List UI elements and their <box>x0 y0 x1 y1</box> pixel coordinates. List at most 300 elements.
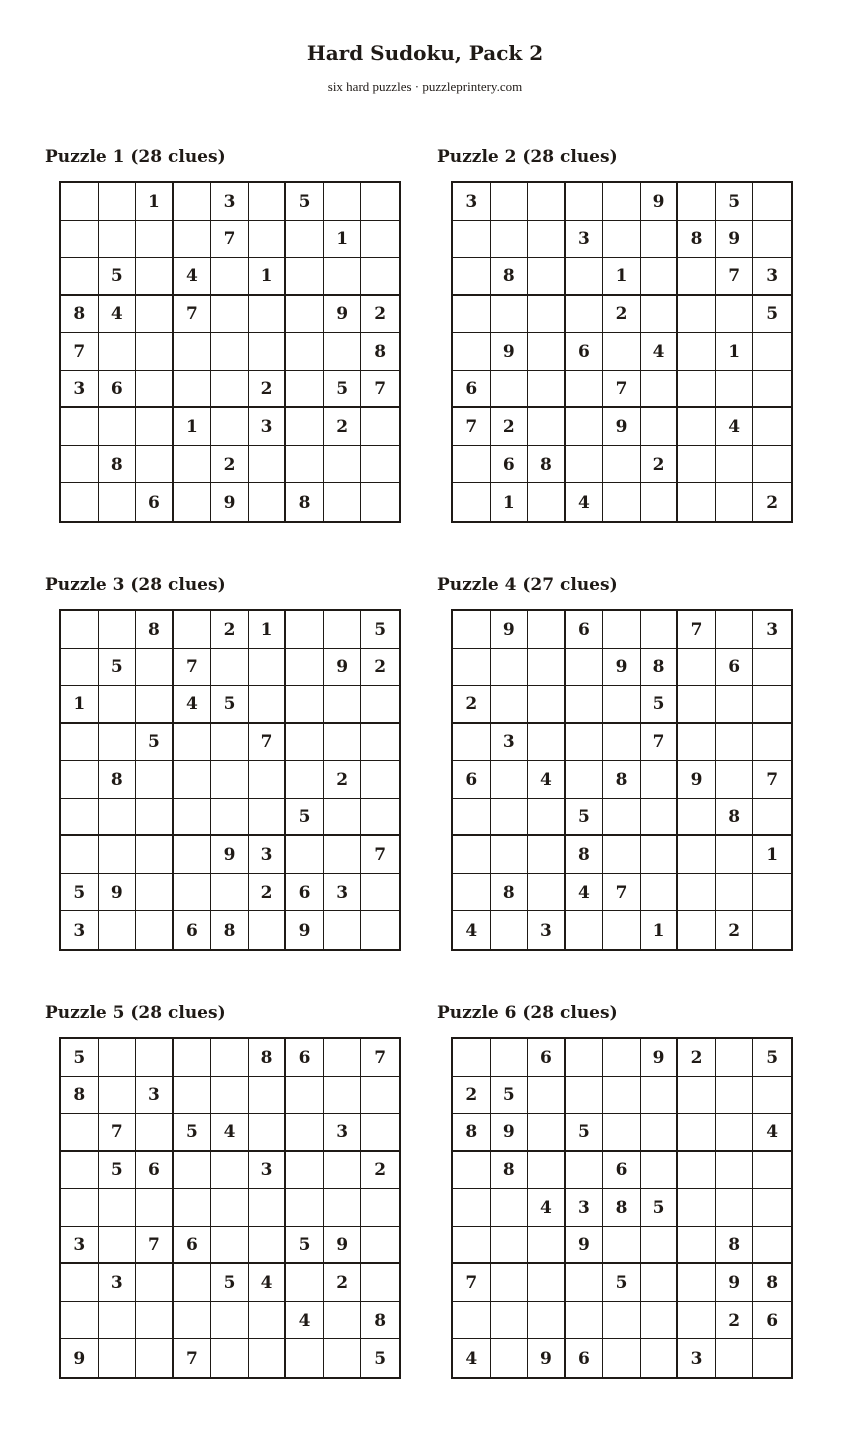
sudoku-cell <box>286 371 324 409</box>
sudoku-cell <box>641 258 679 296</box>
sudoku-cell <box>678 333 716 371</box>
sudoku-cell <box>641 1339 679 1377</box>
sudoku-cell <box>286 446 324 484</box>
sudoku-cell: 2 <box>491 408 529 446</box>
sudoku-cell <box>361 686 399 724</box>
sudoku-cell <box>174 836 212 874</box>
sudoku-cell: 9 <box>99 874 137 912</box>
sudoku-cell: 5 <box>99 649 137 687</box>
sudoku-cell <box>99 836 137 874</box>
sudoku-cell <box>174 446 212 484</box>
sudoku-cell <box>136 1302 174 1340</box>
sudoku-cell <box>324 1189 362 1227</box>
sudoku-cell <box>753 649 791 687</box>
sudoku-cell: 5 <box>286 183 324 221</box>
sudoku-cell <box>453 611 491 649</box>
sudoku-cell <box>491 296 529 334</box>
sudoku-cell <box>678 724 716 762</box>
sudoku-cell <box>491 371 529 409</box>
sudoku-cell <box>211 333 249 371</box>
sudoku-cell: 7 <box>753 761 791 799</box>
sudoku-cell: 7 <box>641 724 679 762</box>
sudoku-cell <box>324 686 362 724</box>
sudoku-cell: 4 <box>453 911 491 949</box>
sudoku-cell <box>249 1339 287 1377</box>
sudoku-cell <box>453 836 491 874</box>
sudoku-cell <box>211 761 249 799</box>
sudoku-cell <box>603 724 641 762</box>
sudoku-cell <box>361 221 399 259</box>
sudoku-cell: 9 <box>61 1339 99 1377</box>
sudoku-cell <box>361 1264 399 1302</box>
sudoku-cell: 4 <box>249 1264 287 1302</box>
sudoku-cell <box>136 1039 174 1077</box>
sudoku-cell <box>249 183 287 221</box>
sudoku-cell <box>61 221 99 259</box>
sudoku-cell: 3 <box>753 611 791 649</box>
sudoku-cell: 6 <box>566 333 604 371</box>
sudoku-cell <box>528 1264 566 1302</box>
sudoku-cell <box>99 221 137 259</box>
sudoku-cell <box>641 1264 679 1302</box>
sudoku-cell <box>491 1227 529 1265</box>
sudoku-cell <box>361 1077 399 1115</box>
sudoku-cell: 9 <box>641 183 679 221</box>
sudoku-cell <box>716 611 754 649</box>
sudoku-cell: 2 <box>716 911 754 949</box>
puzzle-4 <box>437 574 797 941</box>
sudoku-cell <box>286 1264 324 1302</box>
sudoku-cell <box>678 1302 716 1340</box>
sudoku-cell <box>99 333 137 371</box>
sudoku-cell <box>603 1077 641 1115</box>
sudoku-cell <box>566 1264 604 1302</box>
sudoku-cell <box>528 408 566 446</box>
sudoku-cell: 8 <box>453 1114 491 1152</box>
sudoku-cell <box>491 1189 529 1227</box>
sudoku-cell <box>211 1077 249 1115</box>
sudoku-cell <box>566 1302 604 1340</box>
sudoku-cell <box>641 296 679 334</box>
sudoku-cell: 7 <box>136 1227 174 1265</box>
sudoku-cell <box>603 686 641 724</box>
sudoku-cell <box>61 483 99 521</box>
sudoku-cell <box>566 183 604 221</box>
puzzle-6 <box>437 1002 797 1369</box>
sudoku-cell: 3 <box>249 1152 287 1190</box>
sudoku-cell <box>361 1114 399 1152</box>
sudoku-cell <box>324 446 362 484</box>
sudoku-cell: 6 <box>453 761 491 799</box>
sudoku-cell <box>136 1189 174 1227</box>
sudoku-cell <box>174 1077 212 1115</box>
sudoku-cell: 7 <box>174 296 212 334</box>
sudoku-cell <box>249 1077 287 1115</box>
sudoku-cell <box>566 408 604 446</box>
sudoku-cell <box>61 446 99 484</box>
sudoku-cell <box>61 611 99 649</box>
sudoku-cell <box>136 296 174 334</box>
sudoku-cell: 4 <box>528 1189 566 1227</box>
sudoku-cell <box>603 1039 641 1077</box>
puzzle-title: Puzzle 3 (28 clues) <box>45 575 226 595</box>
sudoku-cell: 7 <box>174 1339 212 1377</box>
sudoku-cell <box>61 1152 99 1190</box>
sudoku-cell <box>249 1189 287 1227</box>
sudoku-cell <box>678 1114 716 1152</box>
sudoku-cell <box>528 333 566 371</box>
sudoku-cell <box>716 1152 754 1190</box>
sudoku-cell: 4 <box>753 1114 791 1152</box>
sudoku-cell <box>528 221 566 259</box>
sudoku-cell <box>566 686 604 724</box>
sudoku-cell <box>249 799 287 837</box>
sudoku-cell <box>453 1227 491 1265</box>
sudoku-cell: 6 <box>174 911 212 949</box>
sudoku-cell <box>286 1339 324 1377</box>
sudoku-cell <box>641 799 679 837</box>
sudoku-cell <box>324 611 362 649</box>
sudoku-cell <box>453 649 491 687</box>
sudoku-cell <box>174 221 212 259</box>
sudoku-cell: 3 <box>61 371 99 409</box>
sudoku-cell <box>286 1114 324 1152</box>
sudoku-cell <box>99 408 137 446</box>
sudoku-cell <box>136 911 174 949</box>
sudoku-cell <box>716 874 754 912</box>
sudoku-cell: 8 <box>286 483 324 521</box>
sudoku-cell: 1 <box>753 836 791 874</box>
sudoku-cell: 2 <box>324 408 362 446</box>
sudoku-cell: 2 <box>716 1302 754 1340</box>
sudoku-cell <box>753 183 791 221</box>
sudoku-cell <box>174 1264 212 1302</box>
sudoku-cell: 9 <box>324 1227 362 1265</box>
sudoku-cell: 5 <box>491 1077 529 1115</box>
sudoku-cell <box>61 649 99 687</box>
sudoku-grid <box>59 609 401 951</box>
sudoku-cell <box>361 183 399 221</box>
sudoku-cell: 5 <box>374 1348 387 1369</box>
sudoku-cell <box>528 258 566 296</box>
sudoku-cell <box>361 446 399 484</box>
sudoku-cell: 2 <box>641 446 679 484</box>
sudoku-cell: 8 <box>99 446 137 484</box>
sudoku-cell <box>211 408 249 446</box>
puzzle-title: Puzzle 2 (28 clues) <box>437 147 618 167</box>
sudoku-cell: 9 <box>566 1227 604 1265</box>
sudoku-cell: 9 <box>528 1339 566 1377</box>
sudoku-cell <box>641 1152 679 1190</box>
sudoku-cell <box>678 836 716 874</box>
sudoku-cell <box>61 408 99 446</box>
sudoku-cell: 4 <box>716 408 754 446</box>
sudoku-cell <box>491 911 529 949</box>
sudoku-cell <box>753 333 791 371</box>
sudoku-cell <box>528 874 566 912</box>
sudoku-cell <box>99 1302 137 1340</box>
sudoku-cell <box>99 724 137 762</box>
sudoku-cell <box>641 371 679 409</box>
sudoku-cell: 7 <box>211 221 249 259</box>
sudoku-cell: 5 <box>211 1264 249 1302</box>
sudoku-cell: 9 <box>491 1114 529 1152</box>
sudoku-cell <box>678 371 716 409</box>
sudoku-cell: 7 <box>603 874 641 912</box>
sudoku-grid <box>59 181 401 523</box>
sudoku-grid <box>451 181 793 523</box>
sudoku-cell: 1 <box>603 258 641 296</box>
sudoku-cell <box>61 1189 99 1227</box>
sudoku-cell <box>136 408 174 446</box>
sudoku-cell <box>753 874 791 912</box>
sudoku-cell <box>491 649 529 687</box>
sudoku-cell: 9 <box>324 649 362 687</box>
sudoku-cell <box>566 1077 604 1115</box>
sudoku-cell <box>528 836 566 874</box>
sudoku-cell: 9 <box>603 649 641 687</box>
sudoku-cell: 6 <box>136 1152 174 1190</box>
sudoku-cell <box>603 221 641 259</box>
sudoku-cell: 3 <box>249 836 287 874</box>
sudoku-cell: 7 <box>603 371 641 409</box>
sudoku-cell: 2 <box>324 761 362 799</box>
sudoku-cell <box>491 1302 529 1340</box>
sudoku-cell: 5 <box>136 724 174 762</box>
sudoku-cell <box>491 686 529 724</box>
sudoku-cell: 9 <box>324 296 362 334</box>
sudoku-cell <box>753 408 791 446</box>
sudoku-cell: 3 <box>324 1114 362 1152</box>
sudoku-cell <box>566 1152 604 1190</box>
sudoku-cell <box>716 1077 754 1115</box>
sudoku-cell: 5 <box>753 1039 791 1077</box>
sudoku-cell <box>566 371 604 409</box>
sudoku-cell <box>528 183 566 221</box>
sudoku-cell <box>603 183 641 221</box>
sudoku-cell <box>136 874 174 912</box>
sudoku-cell: 2 <box>361 1152 399 1190</box>
puzzle-title: Puzzle 6 (28 clues) <box>437 1003 618 1023</box>
sudoku-cell: 2 <box>453 686 491 724</box>
sudoku-cell <box>99 686 137 724</box>
sudoku-cell <box>716 1189 754 1227</box>
sudoku-cell: 5 <box>286 1227 324 1265</box>
sudoku-cell: 7 <box>361 1039 399 1077</box>
sudoku-cell: 8 <box>528 446 566 484</box>
sudoku-cell <box>211 1339 249 1377</box>
sudoku-cell <box>211 649 249 687</box>
sudoku-cell: 2 <box>766 492 779 513</box>
sudoku-cell <box>324 258 362 296</box>
sudoku-cell: 3 <box>61 1227 99 1265</box>
sudoku-cell <box>603 446 641 484</box>
sudoku-cell: 3 <box>136 1077 174 1115</box>
puzzle-title: Puzzle 5 (28 clues) <box>45 1003 226 1023</box>
puzzle-1 <box>45 146 405 513</box>
sudoku-cell: 7 <box>249 724 287 762</box>
sudoku-cell <box>603 1302 641 1340</box>
sudoku-cell <box>753 371 791 409</box>
sudoku-cell <box>136 686 174 724</box>
sudoku-cell <box>286 333 324 371</box>
sudoku-cell: 1 <box>249 611 287 649</box>
sudoku-cell <box>753 446 791 484</box>
sudoku-cell <box>361 483 399 521</box>
sudoku-cell <box>211 258 249 296</box>
sudoku-cell <box>491 221 529 259</box>
sudoku-cell <box>678 1227 716 1265</box>
sudoku-cell <box>174 611 212 649</box>
sudoku-cell <box>603 1339 641 1377</box>
sudoku-cell: 4 <box>99 296 137 334</box>
sudoku-cell <box>753 799 791 837</box>
sudoku-cell <box>716 1339 754 1377</box>
sudoku-cell <box>678 483 716 521</box>
sudoku-cell <box>678 649 716 687</box>
sudoku-cell <box>528 649 566 687</box>
sudoku-cell <box>566 724 604 762</box>
sudoku-cell: 6 <box>136 483 174 521</box>
sudoku-cell: 8 <box>99 761 137 799</box>
sudoku-cell <box>99 1227 137 1265</box>
sudoku-cell <box>453 1302 491 1340</box>
sudoku-cell <box>249 911 287 949</box>
sudoku-cell <box>528 483 566 521</box>
sudoku-cell <box>528 1152 566 1190</box>
sudoku-cell <box>61 1114 99 1152</box>
sudoku-cell <box>528 799 566 837</box>
sudoku-cell <box>136 1339 174 1377</box>
sudoku-cell <box>361 258 399 296</box>
sudoku-cell <box>99 911 137 949</box>
puzzle-3 <box>45 574 405 941</box>
sudoku-cell: 8 <box>641 649 679 687</box>
sudoku-cell: 1 <box>61 686 99 724</box>
sudoku-cell: 8 <box>491 874 529 912</box>
sudoku-cell <box>678 1189 716 1227</box>
sudoku-cell: 8 <box>61 296 99 334</box>
sudoku-cell <box>491 183 529 221</box>
sudoku-cell <box>453 874 491 912</box>
sudoku-cell <box>361 408 399 446</box>
sudoku-cell <box>286 761 324 799</box>
sudoku-cell <box>453 221 491 259</box>
sudoku-cell <box>678 686 716 724</box>
sudoku-cell: 4 <box>566 874 604 912</box>
sudoku-cell: 2 <box>324 1264 362 1302</box>
sudoku-cell: 8 <box>491 258 529 296</box>
sudoku-cell <box>491 836 529 874</box>
sudoku-cell: 6 <box>716 649 754 687</box>
sudoku-cell <box>753 1077 791 1115</box>
sudoku-cell: 2 <box>603 296 641 334</box>
sudoku-cell <box>136 258 174 296</box>
sudoku-cell: 5 <box>211 686 249 724</box>
sudoku-cell <box>641 611 679 649</box>
sudoku-cell: 2 <box>249 371 287 409</box>
sudoku-cell <box>286 724 324 762</box>
sudoku-cell <box>528 296 566 334</box>
sudoku-cell: 4 <box>641 333 679 371</box>
sudoku-cell: 2 <box>211 611 249 649</box>
sudoku-cell: 7 <box>678 611 716 649</box>
sudoku-cell: 5 <box>603 1264 641 1302</box>
sudoku-cell: 3 <box>211 183 249 221</box>
sudoku-cell <box>361 874 399 912</box>
sudoku-cell <box>99 1189 137 1227</box>
sudoku-cell: 7 <box>453 408 491 446</box>
sudoku-grid <box>451 1037 793 1379</box>
sudoku-cell <box>61 1264 99 1302</box>
sudoku-cell <box>174 724 212 762</box>
sudoku-cell <box>753 221 791 259</box>
sudoku-cell <box>136 649 174 687</box>
sudoku-cell: 4 <box>528 761 566 799</box>
sudoku-cell: 2 <box>453 1077 491 1115</box>
sudoku-cell: 5 <box>286 799 324 837</box>
sudoku-cell <box>249 649 287 687</box>
sudoku-cell <box>566 761 604 799</box>
sudoku-cell: 2 <box>249 874 287 912</box>
sudoku-cell: 5 <box>99 258 137 296</box>
sudoku-cell <box>136 1114 174 1152</box>
sudoku-cell <box>753 1152 791 1190</box>
sudoku-cell <box>211 724 249 762</box>
sudoku-cell <box>528 1227 566 1265</box>
sudoku-cell <box>528 371 566 409</box>
sudoku-cell <box>716 761 754 799</box>
sudoku-cell <box>716 724 754 762</box>
sudoku-cell <box>61 799 99 837</box>
sudoku-cell <box>211 1039 249 1077</box>
sudoku-cell <box>211 1189 249 1227</box>
sudoku-cell <box>678 874 716 912</box>
sudoku-cell: 6 <box>99 371 137 409</box>
sudoku-cell <box>678 911 716 949</box>
sudoku-cell <box>324 836 362 874</box>
sudoku-cell: 9 <box>491 333 529 371</box>
sudoku-cell <box>528 1302 566 1340</box>
sudoku-cell <box>286 221 324 259</box>
sudoku-cell <box>174 483 212 521</box>
sudoku-cell: 3 <box>249 408 287 446</box>
sudoku-cell: 3 <box>324 874 362 912</box>
sudoku-cell: 7 <box>99 1114 137 1152</box>
sudoku-cell: 5 <box>566 799 604 837</box>
sudoku-cell: 8 <box>603 761 641 799</box>
sudoku-cell: 6 <box>286 874 324 912</box>
sudoku-cell <box>453 296 491 334</box>
sudoku-cell: 6 <box>491 446 529 484</box>
sudoku-cell <box>603 799 641 837</box>
sudoku-cell <box>249 686 287 724</box>
sudoku-cell <box>753 911 791 949</box>
sudoku-cell <box>249 1114 287 1152</box>
sudoku-cell <box>61 836 99 874</box>
sudoku-grid <box>59 1037 401 1379</box>
sudoku-cell: 8 <box>61 1077 99 1115</box>
sudoku-cell <box>641 836 679 874</box>
sudoku-cell <box>566 1039 604 1077</box>
sudoku-cell: 9 <box>211 836 249 874</box>
sudoku-cell: 4 <box>566 483 604 521</box>
sudoku-cell <box>716 1039 754 1077</box>
sudoku-cell: 7 <box>361 371 399 409</box>
sudoku-cell <box>528 1114 566 1152</box>
sudoku-cell <box>641 221 679 259</box>
sudoku-cell <box>286 1189 324 1227</box>
